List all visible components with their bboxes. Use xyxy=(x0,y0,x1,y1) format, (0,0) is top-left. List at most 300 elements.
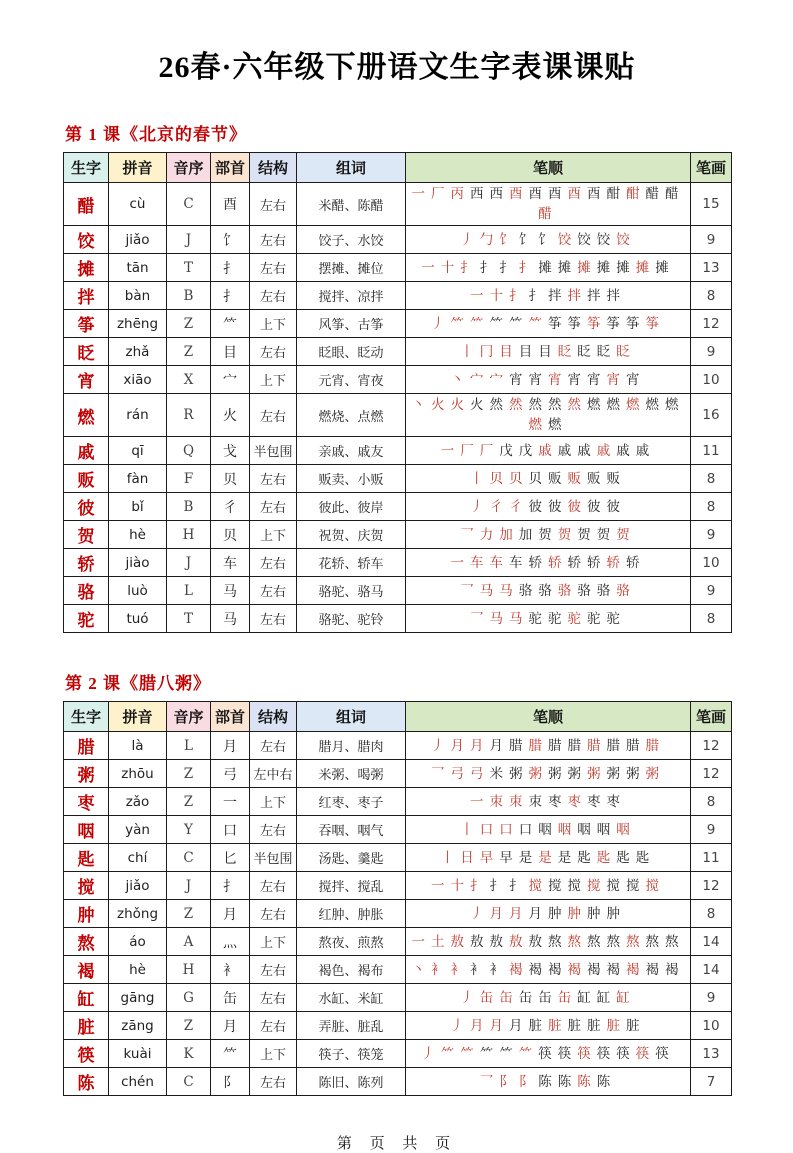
radical-cell: 饣 xyxy=(211,226,250,254)
stroke-step: 酉 xyxy=(587,186,601,201)
stroke-step: 筷 xyxy=(557,1045,572,1061)
stroke-step: 搅 xyxy=(606,877,620,893)
stroke-step: 腊 xyxy=(528,737,542,753)
stroke-step: 驼 xyxy=(548,610,562,626)
stroke-step: 一 xyxy=(450,554,464,570)
stroke-step: 丿 xyxy=(460,989,474,1005)
stroke-step: 乛 xyxy=(460,526,474,542)
stroke-step: 一 xyxy=(421,259,435,275)
stroke-step: 腊 xyxy=(645,737,659,753)
stroke-step: 然 xyxy=(567,397,581,412)
stroke-step: 驼 xyxy=(567,610,581,626)
stroke-step: 彳 xyxy=(489,498,503,514)
stroke-step: 一 xyxy=(470,287,484,303)
stroke-step: 肿 xyxy=(567,905,581,921)
table-row xyxy=(64,183,732,226)
stroke-step: 十 xyxy=(440,259,455,275)
strokes-cell xyxy=(406,732,691,760)
stroke-step: 宵 xyxy=(509,371,523,387)
count-cell: 9 xyxy=(691,984,732,1012)
stroke-step: 阝 xyxy=(499,1073,513,1089)
pinyin-cell: tuó xyxy=(109,605,167,633)
initial-cell: C xyxy=(167,844,211,872)
stroke-step: ⺮ xyxy=(489,315,503,331)
stroke-step: 筷 xyxy=(635,1045,650,1061)
words-cell: 红肿、肿胀 xyxy=(297,900,406,928)
stroke-step: 缸 xyxy=(596,989,611,1005)
stroke-step: 摊 xyxy=(538,259,552,275)
pinyin-cell: hè xyxy=(109,956,167,984)
radical-cell: ⺮ xyxy=(211,1040,250,1068)
stroke-step: 阝 xyxy=(518,1073,533,1089)
stroke-step: 宵 xyxy=(606,371,620,387)
table-row xyxy=(64,844,732,872)
stroke-step: 敖 xyxy=(528,933,542,949)
stroke-step: 筷 xyxy=(616,1045,630,1061)
char-cell: 拌 xyxy=(64,282,109,310)
stroke-step: 月 xyxy=(528,905,542,921)
stroke-step: 一 xyxy=(411,186,425,201)
table-row xyxy=(64,493,732,521)
stroke-step: 贝 xyxy=(509,470,523,486)
stroke-step: 贩 xyxy=(606,470,620,486)
stroke-step: 一 xyxy=(470,793,484,809)
char-cell: 宵 xyxy=(64,366,109,394)
stroke-step: 褐 xyxy=(626,961,640,977)
count-cell: 12 xyxy=(691,310,732,338)
initial-cell: Z xyxy=(167,900,211,928)
initial-cell: F xyxy=(167,465,211,493)
structure-cell: 左右 xyxy=(250,226,297,254)
structure-cell: 半包围 xyxy=(250,844,297,872)
stroke-step: 饣 xyxy=(518,231,533,247)
char-cell: 枣 xyxy=(64,788,109,816)
stroke-step: 彼 xyxy=(567,498,581,514)
char-cell: 驼 xyxy=(64,605,109,633)
char-cell: 陈 xyxy=(64,1068,109,1096)
stroke-step: 脏 xyxy=(626,1017,640,1033)
structure-cell: 上下 xyxy=(250,310,297,338)
stroke-step: 筷 xyxy=(577,1045,591,1061)
stroke-step: 扌 xyxy=(528,287,542,303)
stroke-step: 轿 xyxy=(626,554,640,570)
words-cell: 贩卖、小贩 xyxy=(297,465,406,493)
initial-cell: L xyxy=(167,577,211,605)
stroke-step: 戊 xyxy=(518,442,533,458)
stroke-step: 戚 xyxy=(577,442,591,458)
strokes-cell xyxy=(406,254,691,282)
table-row xyxy=(64,282,732,310)
stroke-step: 扌 xyxy=(509,287,523,303)
table-row xyxy=(64,577,732,605)
stroke-step: 熬 xyxy=(626,933,640,949)
stroke-step: 缸 xyxy=(616,989,630,1005)
stroke-step: 贺 xyxy=(616,526,630,542)
initial-cell: B xyxy=(167,493,211,521)
structure-cell: 左右 xyxy=(250,816,297,844)
strokes-cell xyxy=(406,984,691,1012)
stroke-step: 丨 xyxy=(440,849,455,865)
strokes-cell xyxy=(406,1012,691,1040)
header-row xyxy=(64,702,732,732)
stroke-step: 搅 xyxy=(645,877,659,893)
stroke-step: 宵 xyxy=(587,371,601,387)
initial-cell: Z xyxy=(167,310,211,338)
lesson-1-section xyxy=(63,120,731,633)
stroke-step: 丶 xyxy=(450,371,464,387)
pinyin-cell: zhǎ xyxy=(109,338,167,366)
words-cell: 褐色、褐布 xyxy=(297,956,406,984)
words-cell: 摆摊、摊位 xyxy=(297,254,406,282)
initial-cell: Z xyxy=(167,1012,211,1040)
stroke-step: 贩 xyxy=(548,470,562,486)
radical-cell: 缶 xyxy=(211,984,250,1012)
strokes-cell xyxy=(406,282,691,310)
stroke-step: 冂 xyxy=(479,343,494,359)
stroke-step: 戊 xyxy=(499,442,513,458)
stroke-step: 筷 xyxy=(655,1045,669,1061)
stroke-step: 衤 xyxy=(470,961,484,977)
count-cell: 9 xyxy=(691,577,732,605)
radical-cell: 灬 xyxy=(211,928,250,956)
radical-cell: 彳 xyxy=(211,493,250,521)
stroke-step: 粥 xyxy=(509,765,523,781)
stroke-step: 一 xyxy=(411,933,425,949)
stroke-step: 熬 xyxy=(567,933,581,949)
stroke-step: 衤 xyxy=(450,961,464,977)
table-row xyxy=(64,956,732,984)
stroke-step: 贺 xyxy=(538,526,552,542)
radical-cell: 车 xyxy=(211,549,250,577)
stroke-step: 月 xyxy=(509,1017,523,1033)
count-cell: 8 xyxy=(691,605,732,633)
radical-cell: 扌 xyxy=(211,282,250,310)
stroke-step: 西 xyxy=(470,186,484,201)
count-cell: 10 xyxy=(691,1012,732,1040)
radical-cell: 匕 xyxy=(211,844,250,872)
column-header-pinyin: 拼音 xyxy=(109,153,167,183)
stroke-step: 饺 xyxy=(557,231,572,247)
pinyin-cell: qī xyxy=(109,437,167,465)
stroke-step: 戚 xyxy=(616,442,630,458)
pinyin-cell: yàn xyxy=(109,816,167,844)
count-cell: 10 xyxy=(691,549,732,577)
column-header-initial: 音序 xyxy=(167,702,211,732)
strokes-cell xyxy=(406,844,691,872)
count-cell: 15 xyxy=(691,183,732,226)
stroke-step: 丿 xyxy=(450,1017,464,1033)
words-cell: 搅拌、凉拌 xyxy=(297,282,406,310)
stroke-step: 褐 xyxy=(567,961,581,977)
stroke-step: 拌 xyxy=(548,287,562,303)
stroke-step: 敖 xyxy=(470,933,484,949)
stroke-step: 饣 xyxy=(499,231,513,247)
stroke-step: 熬 xyxy=(606,933,620,949)
stroke-step: 燃 xyxy=(548,417,562,432)
strokes-cell xyxy=(406,549,691,577)
initial-cell: Z xyxy=(167,760,211,788)
strokes-cell xyxy=(406,928,691,956)
radical-cell: 戈 xyxy=(211,437,250,465)
words-cell: 亲戚、戚友 xyxy=(297,437,406,465)
stroke-step: 丿 xyxy=(470,905,484,921)
stroke-step: 腊 xyxy=(548,737,562,753)
pinyin-cell: zāng xyxy=(109,1012,167,1040)
stroke-step: 然 xyxy=(509,397,523,412)
stroke-step: 熬 xyxy=(548,933,562,949)
stroke-step: 敖 xyxy=(509,933,523,949)
radical-cell: 目 xyxy=(211,338,250,366)
stroke-step: 眨 xyxy=(616,343,630,359)
stroke-step: 饺 xyxy=(577,231,591,247)
count-cell: 9 xyxy=(691,521,732,549)
stroke-step: 日 xyxy=(460,849,474,865)
stroke-step: 勹 xyxy=(479,231,494,247)
words-cell: 燃烧、点燃 xyxy=(297,394,406,437)
stroke-step: 缶 xyxy=(518,989,533,1005)
stroke-step: 朿 xyxy=(528,793,542,809)
strokes-cell xyxy=(406,493,691,521)
stroke-step: 月 xyxy=(489,1017,503,1033)
char-cell: 腊 xyxy=(64,732,109,760)
stroke-step: 摊 xyxy=(557,259,572,275)
stroke-step: 丿 xyxy=(460,231,474,247)
stroke-step: 咽 xyxy=(616,821,630,837)
lesson-heading: 第 1 课《北京的春节》 xyxy=(65,125,247,144)
stroke-step: 匙 xyxy=(577,849,591,865)
stroke-step: 匙 xyxy=(616,849,630,865)
stroke-step: 马 xyxy=(499,582,513,598)
stroke-step: 肿 xyxy=(606,905,620,921)
words-cell: 骆驼、驼铃 xyxy=(297,605,406,633)
stroke-step: ⺮ xyxy=(470,315,484,331)
table-row xyxy=(64,465,732,493)
stroke-step: 粥 xyxy=(528,765,542,781)
structure-cell: 左右 xyxy=(250,1068,297,1096)
stroke-step: 搅 xyxy=(567,877,581,893)
count-cell: 12 xyxy=(691,760,732,788)
stroke-step: 酣 xyxy=(626,186,640,201)
words-cell: 弄脏、脏乱 xyxy=(297,1012,406,1040)
stroke-step: 脏 xyxy=(567,1017,581,1033)
count-cell: 8 xyxy=(691,282,732,310)
structure-cell: 上下 xyxy=(250,1040,297,1068)
words-cell: 眨眼、眨动 xyxy=(297,338,406,366)
stroke-step: 燃 xyxy=(626,397,640,412)
structure-cell: 左右 xyxy=(250,1012,297,1040)
stroke-step: 骆 xyxy=(518,582,533,598)
stroke-step: 厂 xyxy=(460,442,474,458)
pinyin-cell: jiǎo xyxy=(109,226,167,254)
strokes-cell xyxy=(406,577,691,605)
pinyin-cell: luò xyxy=(109,577,167,605)
char-cell: 眨 xyxy=(64,338,109,366)
stroke-step: 拌 xyxy=(587,287,601,303)
stroke-step: ⺮ xyxy=(440,1045,455,1061)
stroke-step: 贩 xyxy=(567,470,581,486)
stroke-step: 扌 xyxy=(489,877,503,893)
stroke-step: 枣 xyxy=(567,793,581,809)
words-cell: 元宵、宵夜 xyxy=(297,366,406,394)
stroke-step: 眨 xyxy=(557,343,572,359)
stroke-step: 然 xyxy=(548,397,562,412)
stroke-step: 饺 xyxy=(616,231,630,247)
stroke-step: 驼 xyxy=(606,610,620,626)
structure-cell: 左右 xyxy=(250,956,297,984)
structure-cell: 左右 xyxy=(250,394,297,437)
strokes-cell xyxy=(406,1068,691,1096)
count-cell: 9 xyxy=(691,816,732,844)
stroke-step: 筝 xyxy=(626,315,640,331)
radical-cell: 贝 xyxy=(211,465,250,493)
initial-cell: X xyxy=(167,366,211,394)
table-row xyxy=(64,1012,732,1040)
count-cell: 13 xyxy=(691,1040,732,1068)
stroke-step: 扌 xyxy=(470,877,484,893)
stroke-step: 丨 xyxy=(470,470,484,486)
stroke-step: 丿 xyxy=(431,737,445,753)
stroke-step: 褐 xyxy=(606,961,620,977)
stroke-step: 宵 xyxy=(548,371,562,387)
initial-cell: Z xyxy=(167,788,211,816)
stroke-step: 摊 xyxy=(596,259,611,275)
initial-cell: J xyxy=(167,549,211,577)
pinyin-cell: xiāo xyxy=(109,366,167,394)
char-cell: 摊 xyxy=(64,254,109,282)
stroke-step: 朿 xyxy=(489,793,503,809)
stroke-step: 衤 xyxy=(489,961,503,977)
structure-cell: 左右 xyxy=(250,465,297,493)
radical-cell: 月 xyxy=(211,1012,250,1040)
stroke-step: 乛 xyxy=(431,765,445,781)
stroke-step: 骆 xyxy=(538,582,552,598)
char-cell: 饺 xyxy=(64,226,109,254)
strokes-cell xyxy=(406,394,691,437)
pinyin-cell: gāng xyxy=(109,984,167,1012)
stroke-step: 腊 xyxy=(606,737,620,753)
char-cell: 贩 xyxy=(64,465,109,493)
initial-cell: H xyxy=(167,956,211,984)
stroke-step: ⺮ xyxy=(450,315,464,331)
stroke-step: 丙 xyxy=(450,186,464,201)
pinyin-cell: jiào xyxy=(109,549,167,577)
stroke-step: 月 xyxy=(489,737,503,753)
strokes-cell xyxy=(406,872,691,900)
stroke-step: 粥 xyxy=(548,765,562,781)
stroke-step: 腊 xyxy=(587,737,601,753)
stroke-step: 口 xyxy=(479,821,494,837)
column-header-words: 组词 xyxy=(297,153,406,183)
column-header-radical: 部首 xyxy=(211,702,250,732)
table-row xyxy=(64,254,732,282)
char-cell: 骆 xyxy=(64,577,109,605)
count-cell: 13 xyxy=(691,254,732,282)
stroke-step: 口 xyxy=(518,821,533,837)
structure-cell: 左右 xyxy=(250,900,297,928)
char-cell: 燃 xyxy=(64,394,109,437)
words-cell: 饺子、水饺 xyxy=(297,226,406,254)
stroke-step: 粥 xyxy=(606,765,620,781)
stroke-step: 彼 xyxy=(548,498,562,514)
stroke-step: 脏 xyxy=(606,1017,620,1033)
radical-cell: 弓 xyxy=(211,760,250,788)
strokes-cell xyxy=(406,183,691,226)
stroke-step: 彼 xyxy=(528,498,542,514)
stroke-step: 宵 xyxy=(626,371,640,387)
words-cell: 花轿、轿车 xyxy=(297,549,406,577)
stroke-step: 拌 xyxy=(567,287,581,303)
words-cell: 水缸、米缸 xyxy=(297,984,406,1012)
stroke-step: 丿 xyxy=(470,498,484,514)
pinyin-cell: bǐ xyxy=(109,493,167,521)
stroke-step: 彼 xyxy=(587,498,601,514)
structure-cell: 上下 xyxy=(250,788,297,816)
pinyin-cell: zhǒng xyxy=(109,900,167,928)
stroke-step: 燃 xyxy=(645,397,659,412)
strokes-cell xyxy=(406,605,691,633)
stroke-step: 褐 xyxy=(509,961,523,977)
stroke-step: 陈 xyxy=(557,1073,572,1089)
strokes-cell xyxy=(406,760,691,788)
words-cell: 风筝、古筝 xyxy=(297,310,406,338)
stroke-step: 搅 xyxy=(548,877,562,893)
initial-cell: T xyxy=(167,254,211,282)
stroke-step: 缶 xyxy=(499,989,513,1005)
stroke-step: 戚 xyxy=(538,442,552,458)
stroke-step: 醋 xyxy=(538,206,552,221)
initial-cell: B xyxy=(167,282,211,310)
structure-cell: 左右 xyxy=(250,549,297,577)
stroke-step: 枣 xyxy=(606,793,620,809)
stroke-step: 腊 xyxy=(626,737,640,753)
radical-cell: 宀 xyxy=(211,366,250,394)
column-header-char: 生字 xyxy=(64,702,109,732)
page-title: 26春·六年级下册语文生字表课课贴 xyxy=(158,51,636,84)
column-header-strokes: 笔顺 xyxy=(406,153,691,183)
stroke-step: 筷 xyxy=(538,1045,552,1061)
stroke-step: 熬 xyxy=(645,933,659,949)
structure-cell: 上下 xyxy=(250,521,297,549)
radical-cell: 贝 xyxy=(211,521,250,549)
char-cell: 戚 xyxy=(64,437,109,465)
stroke-step: 燃 xyxy=(606,397,620,412)
structure-cell: 左右 xyxy=(250,605,297,633)
stroke-step: 摊 xyxy=(616,259,630,275)
stroke-step: 十 xyxy=(450,877,464,893)
char-cell: 醋 xyxy=(64,183,109,226)
radical-cell: 月 xyxy=(211,732,250,760)
strokes-cell xyxy=(406,310,691,338)
stroke-step: 醋 xyxy=(645,186,659,201)
radical-cell: 衤 xyxy=(211,956,250,984)
initial-cell: G xyxy=(167,984,211,1012)
stroke-step: 马 xyxy=(479,582,494,598)
structure-cell: 左右 xyxy=(250,577,297,605)
pinyin-cell: áo xyxy=(109,928,167,956)
stroke-step: 褐 xyxy=(645,961,659,977)
stroke-step: 骆 xyxy=(616,582,630,598)
stroke-step: 扌 xyxy=(518,259,533,275)
stroke-step: 脏 xyxy=(548,1017,562,1033)
table-row xyxy=(64,549,732,577)
stroke-step: 燃 xyxy=(587,397,601,412)
column-header-words: 组词 xyxy=(297,702,406,732)
words-cell: 陈旧、陈列 xyxy=(297,1068,406,1096)
initial-cell: C xyxy=(167,183,211,226)
column-header-structure: 结构 xyxy=(250,153,297,183)
stroke-step: 陈 xyxy=(577,1073,591,1089)
structure-cell: 半包围 xyxy=(250,437,297,465)
